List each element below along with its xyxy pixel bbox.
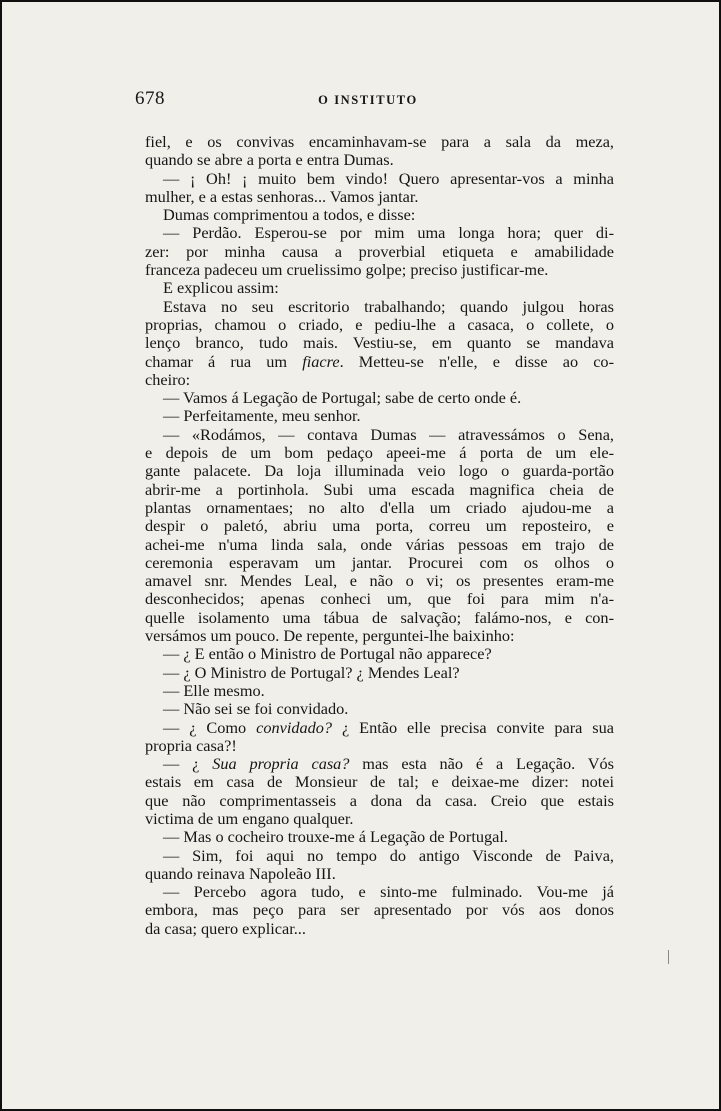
text-line: e depois de um bom pedaço apeei-me á porta de um ele- <box>145 443 614 463</box>
text-line: — Elle mesmo. <box>163 680 265 700</box>
text-line: ceremonia esperavam um jantar. Procurei com os olhos o <box>145 552 614 572</box>
text-line: achei-me n'uma linda sala, onde várias pessoas em trajo de <box>145 534 614 554</box>
running-title: O INSTITUTO <box>318 93 418 107</box>
book-page <box>108 0 628 1111</box>
text-line: zer: por minha causa a proverbial etiqueta e amabilidade <box>145 241 614 261</box>
text-line: — Sim, foi aqui no tempo do antigo Visconde de Paiva, <box>163 845 614 865</box>
text-line: que não comprimentasseis a dona da casa. Creio que estais <box>145 790 614 810</box>
text-line: plantas ornamentaes; no alto d'ella um criado ajudou-me a <box>145 497 614 517</box>
text-line: cheiro: <box>145 369 191 389</box>
text-line: — Mas o cocheiro trouxe-me á Legação de Portugal. <box>163 827 508 847</box>
text-line: quando se abre a porta e entra Dumas. <box>145 150 394 170</box>
text-line: abrir-me a portinhola. Subi uma escada magnifica cheia de <box>145 479 614 499</box>
text-line: propria casa?! <box>145 735 237 755</box>
text-line: Estava no seu escritorio trabalhando; quando julgou horas <box>163 296 614 316</box>
text-line: E explicou assim: <box>163 278 279 298</box>
text-line: quelle isolamento uma tábua de salvação; falámo-nos, e con- <box>145 607 614 627</box>
text-line: mulher, e a estas senhoras... Vamos jantar. <box>145 186 419 206</box>
text-line: — Perdão. Esperou-se por mim uma longa hora; quer di- <box>163 223 614 243</box>
text-line: chamar á rua um fiacre. Metteu-se n'elle, e disse ao co- <box>145 351 614 371</box>
text-line: gante palacete. Da loja illuminada veio logo o guarda-portão <box>145 461 614 481</box>
text-line: amavel snr. Mendes Leal, e não o vi; os presentes eram-me <box>145 571 614 591</box>
text-line: victima de um engano qualquer. <box>145 808 354 828</box>
text-line: — ¿ E então o Ministro de Portugal não apparece? <box>163 644 492 664</box>
text-line: — ¿ Sua propria casa? mas esta não é a Legação. Vós <box>163 754 614 774</box>
text-line: fiel, e os convivas encaminhavam-se para a sala da meza, <box>145 132 614 151</box>
italic-text: fiacre <box>302 351 340 371</box>
text-line: embora, mas peço para ser apresentado por vós aos donos <box>145 900 614 920</box>
italic-text: Sua propria casa? <box>212 754 350 774</box>
running-head <box>108 88 628 114</box>
text-line: quando reinava Napoleão III. <box>145 863 336 883</box>
body-text <box>145 133 614 938</box>
text-line: — Percebo agora tudo, e sinto-me fulminado. Vou-me já <box>163 882 614 902</box>
text-line: proprias, chamou o criado, e pediu-lhe a casaca, o collete, o <box>145 314 614 334</box>
text-line: franceza padeceu um cruelissimo golpe; preciso justificar-me. <box>145 260 549 280</box>
text-line: — Perfeitamente, meu senhor. <box>163 406 361 426</box>
text-line: versámos um pouco. De repente, perguntei-lhe baixinho: <box>145 626 515 646</box>
text-line: — «Rodámos, — contava Dumas — atravessámos o Sena, <box>163 424 614 444</box>
text-line: despir o paletó, abriu uma porta, correu um reposteiro, e <box>145 516 614 536</box>
text-line: — ¿ O Ministro de Portugal? ¿ Mendes Leal? <box>163 662 460 682</box>
text-line: — Não sei se foi convidado. <box>163 699 349 719</box>
text-line: — Vamos á Legação de Portugal; sabe de certo onde é. <box>163 388 522 408</box>
text-line: — ¡ Oh! ¡ muito bem vindo! Quero apresentar-vos a minha <box>163 168 614 188</box>
text-line: estais em casa de Monsieur de tal; e deixae-me dizer: notei <box>145 772 614 792</box>
page-number: 678 <box>135 88 165 109</box>
text-line: da casa; quero explicar... <box>145 918 306 938</box>
text-line: — ¿ Como convidado? ¿ Então elle precisa convite para sua <box>163 717 614 737</box>
italic-text: convidado? <box>256 717 333 737</box>
margin-mark <box>668 950 669 964</box>
text-line: desconhecidos; apenas conheci um, que foi para mim n'a- <box>145 589 614 609</box>
text-line: Dumas comprimentou a todos, e disse: <box>163 205 416 225</box>
text-line: lenço branco, tudo mais. Vestiu-se, em quanto se mandava <box>145 333 614 353</box>
